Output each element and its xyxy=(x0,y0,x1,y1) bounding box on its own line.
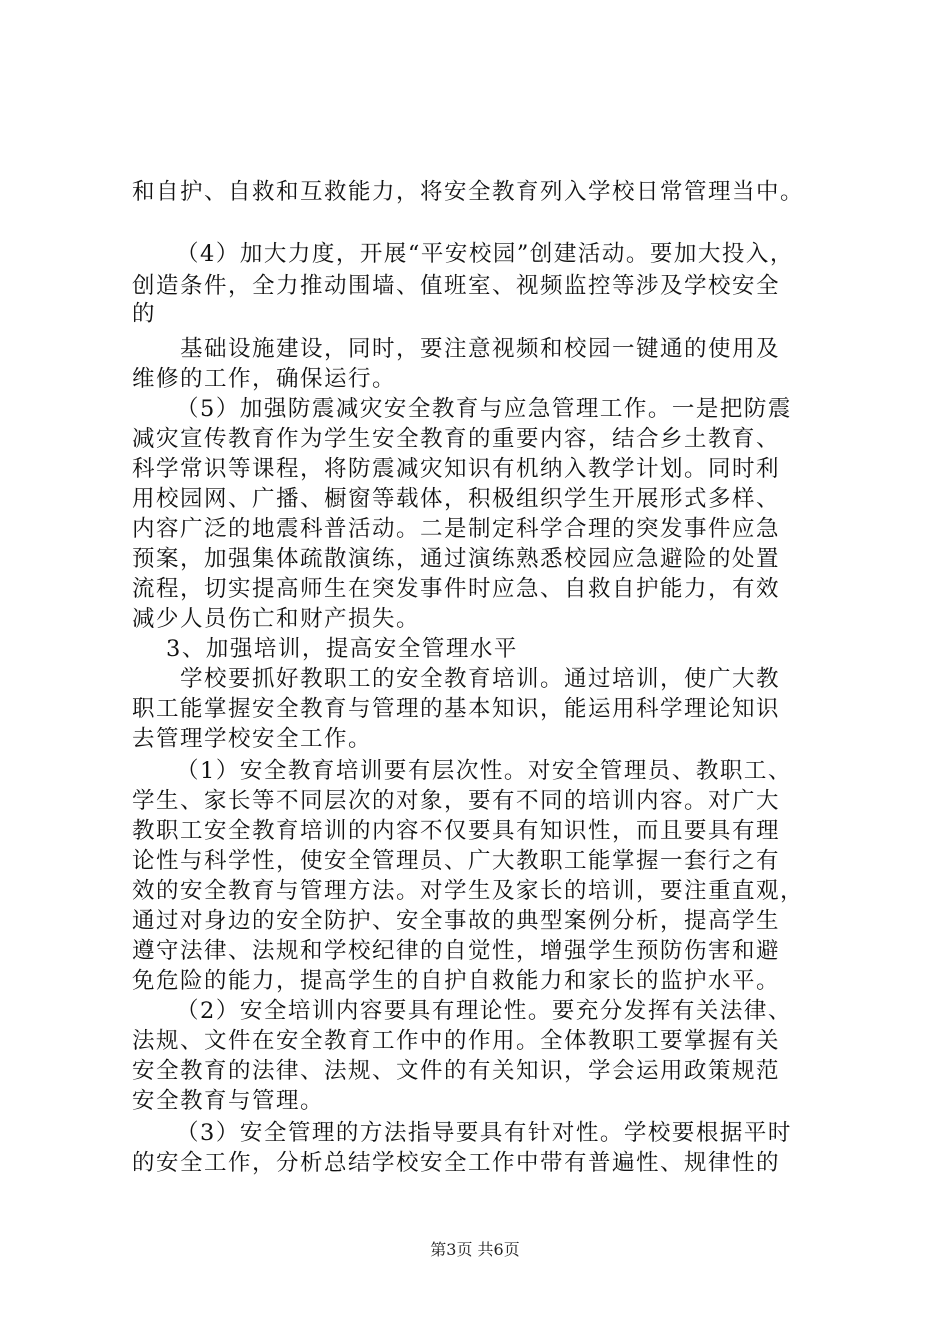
text-line: 教职工安全教育培训的内容不仅要具有知识性，而且要具有理 xyxy=(132,818,781,844)
text-line: （5）加强防震减灾安全教育与应急管理工作。一是把防震 xyxy=(176,396,792,422)
text-line: 用校园网、广播、橱窗等载体，积极组织学生开展形式多样、 xyxy=(132,486,781,512)
text-line: 内容广泛的地震科普活动。二是制定科学合理的突发事件应急 xyxy=(132,516,781,542)
text-line: （3）安全管理的方法指导要具有针对性。学校要根据平时 xyxy=(176,1120,792,1146)
text-line: 通过对身边的安全防护、安全事故的典型案例分析，提高学生 xyxy=(132,908,781,934)
page-number-footer: 第3页 共6页 xyxy=(430,1240,520,1259)
text-line: 效的安全教育与管理方法。对学生及家长的培训，要注重直观， xyxy=(132,878,805,904)
text-line: 创造条件，全力推动围墙、值班室、视频监控等涉及学校安全 xyxy=(132,273,781,299)
text-line: 和自护、自救和互救能力，将安全教育列入学校日常管理当中。 xyxy=(132,179,805,205)
text-line: 论性与科学性，使安全管理员、广大教职工能掌握一套行之有 xyxy=(132,848,781,874)
text-line: 的安全工作，分析总结学校安全工作中带有普遍性、规律性的 xyxy=(132,1150,781,1176)
text-line: 流程，切实提高师生在突发事件时应急、自救自护能力，有效 xyxy=(132,576,781,602)
text-line: 学校要抓好教职工的安全教育培训。通过培训，使广大教 xyxy=(180,666,781,692)
text-line: 减少人员伤亡和财产损失。 xyxy=(132,606,421,632)
text-line: 安全教育的法律、法规、文件的有关知识，学会运用政策规范 xyxy=(132,1058,781,1084)
text-line: 安全教育与管理。 xyxy=(132,1088,325,1114)
text-line: （1）安全教育培训要有层次性。对安全管理员、教职工、 xyxy=(176,758,792,784)
text-line: 维修的工作，确保运行。 xyxy=(132,366,397,392)
text-line: （2）安全培训内容要具有理论性。要充分发挥有关法律、 xyxy=(176,998,792,1024)
text-line: 法规、文件在安全教育工作中的作用。全体教职工要掌握有关 xyxy=(132,1028,781,1054)
text-line: 预案，加强集体疏散演练，通过演练熟悉校园应急避险的处置 xyxy=(132,546,781,572)
text-line: 学生、家长等不同层次的对象，要有不同的培训内容。对广大 xyxy=(132,788,781,814)
text-line: 减灾宣传教育作为学生安全教育的重要内容，结合乡土教育、 xyxy=(132,426,781,452)
text-line: 免危险的能力，提高学生的自护自救能力和家长的监护水平。 xyxy=(132,968,781,994)
text-line: 去管理学校安全工作。 xyxy=(132,726,373,752)
text-line: （4）加大力度，开展“平安校园”创建活动。要加大投入， xyxy=(176,241,794,267)
text-line: 遵守法律、法规和学校纪律的自觉性，增强学生预防伤害和避 xyxy=(132,938,781,964)
text-line: 的 xyxy=(132,301,157,327)
text-line: 基础设施建设，同时，要注意视频和校园一键通的使用及 xyxy=(180,336,781,362)
section-heading: 3、加强培训，提高安全管理水平 xyxy=(166,636,518,662)
text-line: 科学常识等课程，将防震减灾知识有机纳入教学计划。同时利 xyxy=(132,456,781,482)
text-line: 职工能掌握安全教育与管理的基本知识，能运用科学理论知识 xyxy=(132,696,781,722)
